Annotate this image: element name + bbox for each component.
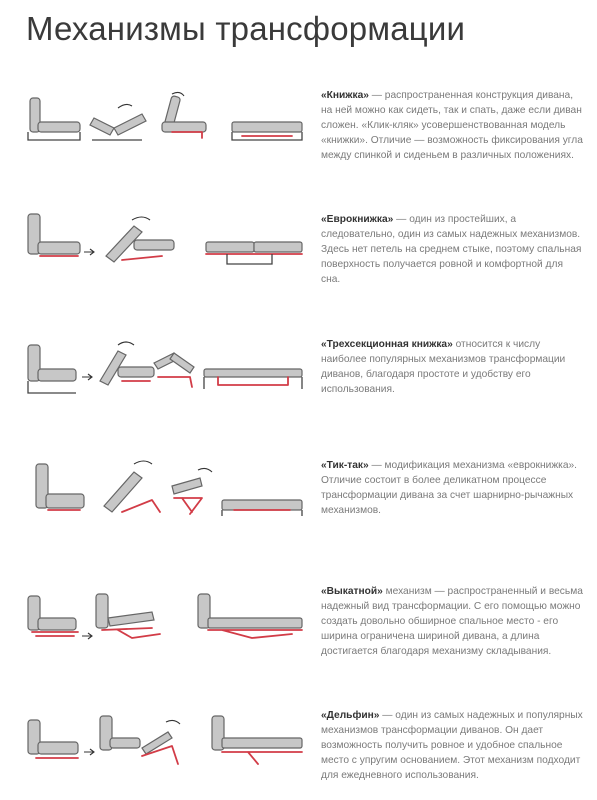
vykatnoy-step-3 <box>198 594 302 638</box>
delfin-illustration <box>22 708 312 798</box>
knizhka-step-4 <box>232 122 302 140</box>
knizhka-step-2 <box>90 104 146 140</box>
evroknizhka-text: — один из простейших, а следовательно, один из самых надежных механизмов. Здесь нет петель на среднем стыке, поэтому спальная поверхность получается ровной и комфортной для сна. <box>321 214 582 285</box>
page-title: Механизмы трансформации <box>26 10 466 47</box>
trehsektsionnaya-description <box>321 337 583 397</box>
knizhka-text: — распространенная конструкция дивана, на ней можно как сидеть, так и спать, даже если диван сложен. «Клик-кляк» усовершенствованная модель «книжки». Отличие — возможность фиксирования угла между спинкой и сиденьем в различных положениях. <box>321 90 583 161</box>
trehsektsionnaya-step-3 <box>154 353 194 387</box>
vykatnoy-description <box>321 584 583 659</box>
knizhka-description <box>321 88 583 163</box>
tik-tak-text: — модификация механизма «еврокнижка». Отличие состоит в более деликатном процессе трансформации дивана за счет шарнирно-рычажных механизмов. <box>321 460 577 516</box>
delfin-step-3 <box>212 716 302 764</box>
evroknizhka-step-3 <box>206 242 302 264</box>
evroknizhka-illustration <box>22 212 312 302</box>
tik-tak-description <box>321 458 583 518</box>
evroknizhka-name: «Еврокнижка» <box>321 214 394 225</box>
trehsektsionnaya-name: «Трехсекционная книжка» <box>321 339 453 350</box>
tik-tak-illustration <box>22 458 312 548</box>
delfin-step-2 <box>100 716 180 764</box>
vykatnoy-step-1 <box>28 596 92 639</box>
vykatnoy-name: «Выкатной» <box>321 586 383 597</box>
trehsektsionnaya-step-1 <box>28 345 92 393</box>
evroknizhka-step-2 <box>106 217 174 262</box>
trehsektsionnaya-illustration <box>22 337 312 427</box>
evroknizhka-description <box>321 212 583 287</box>
knizhka-name: «Книжка» <box>321 90 369 101</box>
trehsektsionnaya-step-2 <box>100 342 154 385</box>
tik-tak-step-3 <box>172 468 212 514</box>
knizhka-step-1 <box>28 98 80 140</box>
knizhka-illustration <box>22 88 312 178</box>
delfin-step-1 <box>28 720 94 758</box>
trehsektsionnaya-text: относится к числу наиболее популярных механизмов трансформации диванов, благодаря простоте и удобству его использования. <box>321 339 566 395</box>
vykatnoy-illustration <box>22 584 312 674</box>
knizhka-step-3 <box>162 92 206 138</box>
tik-tak-step-4 <box>222 500 302 516</box>
delfin-description <box>321 708 583 783</box>
tik-tak-step-2 <box>104 461 160 512</box>
vykatnoy-text: механизм — распространенный и весьма надежный вид трансформации. С его помощью можно создать довольно обширное спальное место - его ширина ограничена шириной дивана, а длина достигается благодаря механизму складывания. <box>321 586 583 657</box>
delfin-text: — один из самых надежных и популярных механизмов трансформации диванов. Он дает возможность получить ровное и удобное спальное место с упругим основанием. Этот механизм подходит для ежедневного использования. <box>321 710 583 781</box>
trehsektsionnaya-step-4 <box>204 369 302 389</box>
tik-tak-name: «Тик-так» <box>321 460 369 471</box>
vykatnoy-step-2 <box>96 594 160 638</box>
delfin-name: «Дельфин» <box>321 710 380 721</box>
evroknizhka-step-1 <box>28 214 94 256</box>
tik-tak-step-1 <box>36 464 84 510</box>
